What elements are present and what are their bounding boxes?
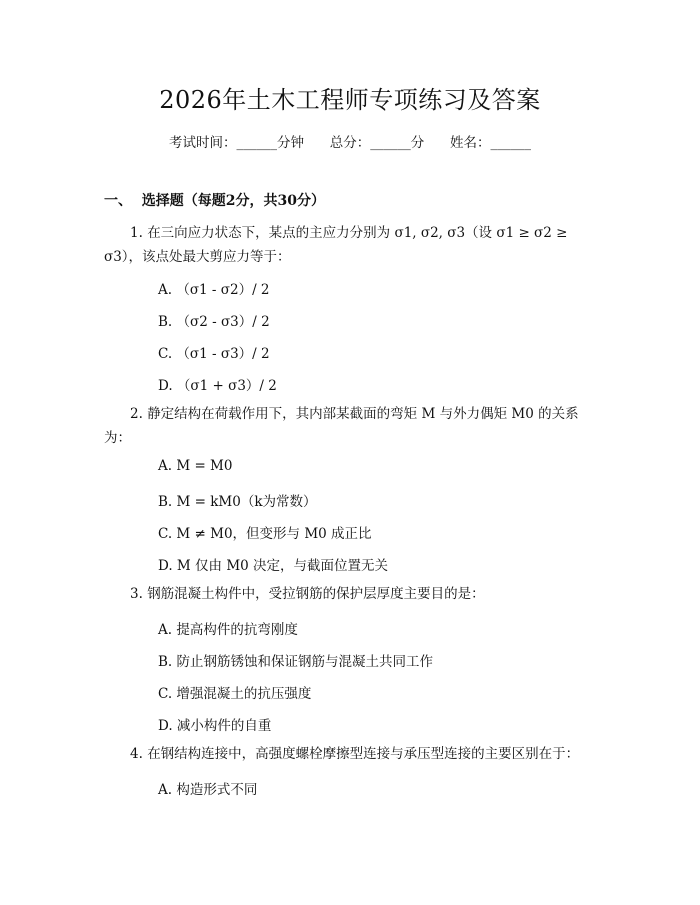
question-1-option-a: A. （σ1 - σ2）/ 2 [158, 282, 270, 298]
question-3-option-b: B. 防止钢筋锈蚀和保证钢筋与混凝土共同工作 [158, 654, 434, 670]
question-2-option-d: D. M 仅由 M0 决定，与截面位置无关 [158, 558, 389, 574]
question-number: 4. [130, 746, 143, 762]
page-title: 2026年土木工程师专项练习及答案 [159, 86, 541, 114]
question-text: 静定结构在荷载作用下，其内部某截面的弯矩 M 与外力偶矩 M0 的关系为： [104, 406, 579, 446]
question-text: 在钢结构连接中，高强度螺栓摩擦型连接与承压型连接的主要区别在于： [147, 746, 580, 762]
exam-info-line: 考试时间：______分钟 总分：______分 姓名：______ [169, 135, 531, 151]
question-1-option-c: C. （σ1 - σ3）/ 2 [158, 346, 270, 362]
question-3 [104, 582, 604, 606]
question-number: 2. [130, 406, 143, 422]
question-3-option-c: C. 增强混凝土的抗压强度 [158, 686, 312, 702]
question-number: 3. [130, 586, 143, 602]
question-1-option-b: B. （σ2 - σ3）/ 2 [158, 314, 270, 330]
question-2-option-b: B. M = kM0（k为常数） [158, 494, 317, 510]
question-1 [104, 221, 604, 269]
question-4-option-a: A. 构造形式不同 [158, 782, 258, 798]
question-3-option-a: A. 提高构件的抗弯刚度 [158, 622, 298, 638]
question-2 [104, 402, 604, 450]
section-heading: 一、 选择题（每题2分，共30分） [104, 193, 325, 209]
question-number: 1. [130, 225, 143, 241]
question-2-option-a: A. M = M0 [158, 458, 233, 474]
question-text: 在三向应力状态下，某点的主应力分别为 σ1, σ2, σ3（设 σ1 ≥ σ2 ≥ σ3），该点处最大剪应力等于： [104, 225, 568, 265]
question-3-option-d: D. 减小构件的自重 [158, 718, 272, 734]
question-4 [104, 742, 604, 766]
question-text: 钢筋混凝土构件中，受拉钢筋的保护层厚度主要目的是： [147, 586, 485, 602]
question-1-option-d: D. （σ1 + σ3）/ 2 [158, 378, 277, 394]
question-2-option-c: C. M ≠ M0，但变形与 M0 成正比 [158, 526, 372, 542]
